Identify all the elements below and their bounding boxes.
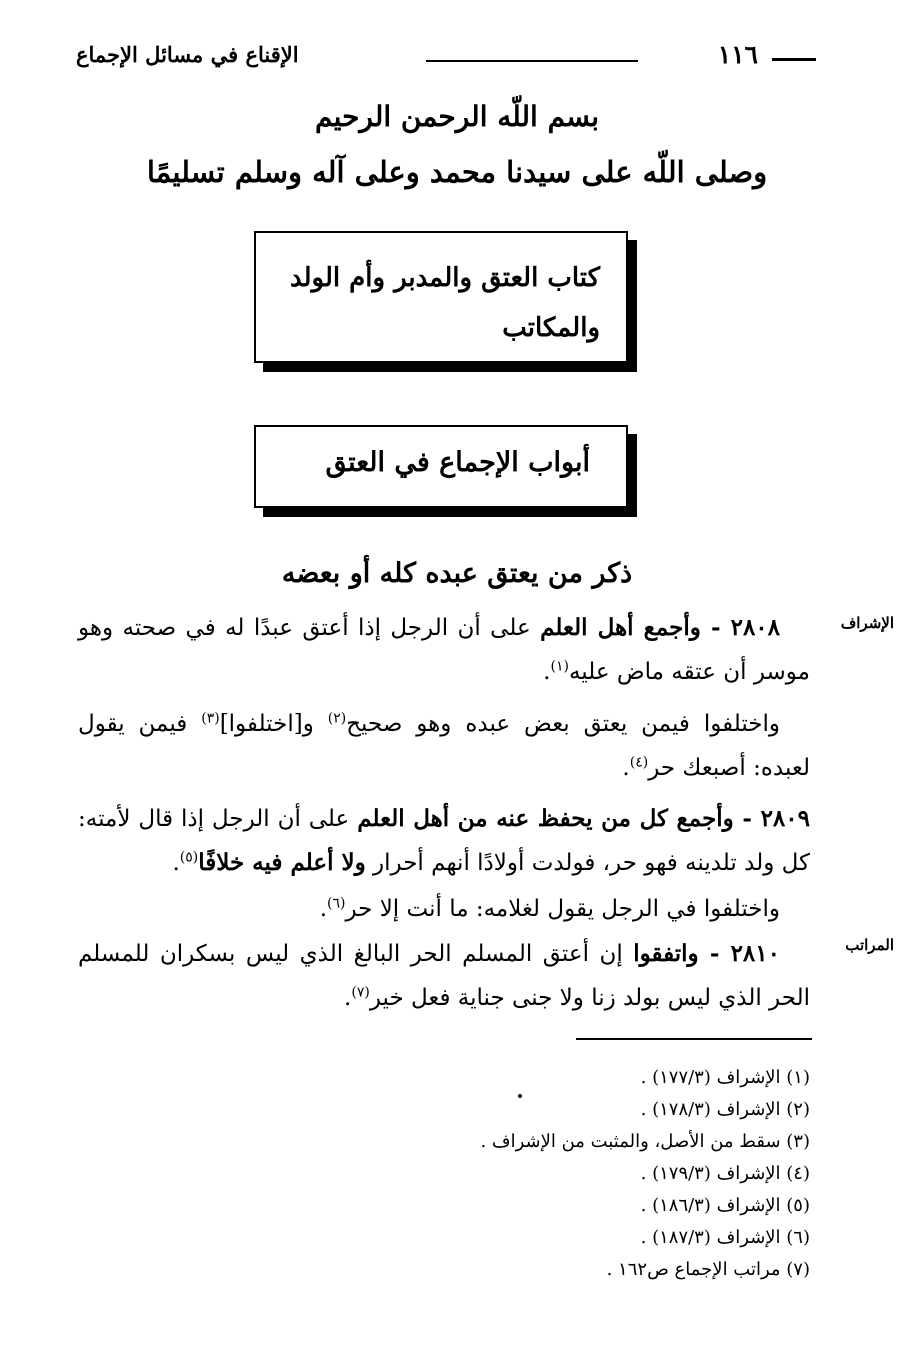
footnote: (٦) الإشراف (١٨٧/٣) . bbox=[640, 1227, 810, 1248]
chapter-title-box bbox=[254, 425, 628, 508]
paragraph-text: واختلفوا في الرجل يقول لغلامه: ما أنت إلا حر bbox=[345, 896, 780, 922]
footnote: (٧) مراتب الإجماع ص١٦٢ . bbox=[606, 1259, 810, 1280]
period: . bbox=[344, 985, 352, 1011]
book-title-box bbox=[254, 231, 628, 363]
header-rule bbox=[426, 60, 638, 62]
footnote: (٣) سقط من الأصل، والمثبت من الإشراف . bbox=[480, 1131, 810, 1152]
footnote-ref: (١) bbox=[550, 658, 569, 675]
paragraph-text: إن أعتق المسلم الحر البالغ الذي ليس بسكران للمسلم الحر الذي ليس بولد زنا ولا جنى جناية فعل خير bbox=[78, 941, 810, 1011]
period: . bbox=[543, 659, 551, 685]
footnote-ref: (٦) bbox=[327, 895, 346, 912]
period: . bbox=[622, 755, 630, 781]
paragraph-disagreement-2 bbox=[78, 887, 810, 931]
margin-note-maratib: المراتب bbox=[845, 936, 894, 954]
paragraph-2810 bbox=[78, 932, 810, 1020]
consensus-phrase: وأجمع أهل العلم bbox=[540, 614, 701, 641]
paragraph-2808 bbox=[78, 606, 810, 694]
paragraph-text: على أن الرجل إذا أعتق عبدًا له في صحته وهو موسر أن عتقه ماض عليه bbox=[78, 615, 810, 685]
issue-number: ٢٨١٠ bbox=[730, 940, 780, 967]
footnote: (٤) الإشراف (١٧٩/٣) . bbox=[640, 1163, 810, 1184]
footnote: (٢) الإشراف (١٧٨/٣) . bbox=[640, 1099, 810, 1120]
footnotes-list bbox=[480, 1062, 810, 1286]
period: . bbox=[319, 896, 327, 922]
chapter-title: أبواب الإجماع في العتق bbox=[325, 447, 590, 478]
margin-note-ishraf: الإشراف bbox=[840, 614, 894, 632]
separator: - bbox=[700, 614, 731, 641]
footnote: (١) الإشراف (١٧٧/٣) . bbox=[640, 1067, 810, 1088]
paragraph-text: واختلفوا فيمن يعتق بعض عبده وهو صحيح bbox=[346, 711, 780, 737]
basmala: بسم اللّه الرحمن الرحيم bbox=[315, 100, 599, 133]
footnote: (٥) الإشراف (١٨٦/٣) . bbox=[640, 1195, 810, 1216]
no-dispute-phrase: ولا أعلم فيه خلافًا bbox=[198, 849, 366, 876]
agreement-phrase: واتفقوا bbox=[633, 940, 699, 967]
running-header bbox=[76, 40, 816, 80]
issue-number: ٢٨٠٨ bbox=[730, 614, 781, 641]
paragraph-text: و[اختلفوا] bbox=[219, 711, 328, 737]
period: . bbox=[172, 850, 180, 876]
header-dash bbox=[772, 58, 816, 61]
salat-line: وصلى اللّه على سيدنا محمد وعلى آله وسلم تسليمًا bbox=[146, 155, 768, 189]
footnote-ref: (٣) bbox=[201, 710, 220, 727]
separator: - bbox=[698, 940, 731, 967]
footnote-ref: (٧) bbox=[351, 984, 370, 1001]
footnote-ref: (٢) bbox=[327, 710, 347, 727]
footnote-separator bbox=[576, 1038, 812, 1040]
running-title: الإقناع في مسائل الإجماع bbox=[76, 42, 299, 67]
paragraph-text: على أن الرجل إذا قال لأمته: كل ولد تلدينه فهو حر، فولدت أولادًا أنهم أحرار bbox=[78, 806, 810, 876]
consensus-phrase: وأجمع كل من يحفظ عنه من أهل العلم bbox=[357, 805, 734, 832]
paragraph-2809 bbox=[78, 797, 810, 885]
book-title-line2: والمكاتب bbox=[502, 313, 600, 343]
book-title-line1: كتاب العتق والمدبر وأم الولد bbox=[289, 263, 600, 293]
paragraph-text: فيمن يقول لعبده: أصبعك حر bbox=[78, 711, 810, 781]
paragraph-disagreement-1 bbox=[78, 702, 810, 790]
issue-number: ٢٨٠٩ bbox=[760, 805, 810, 832]
page-number: ١١٦ bbox=[717, 40, 758, 69]
separator: - bbox=[733, 805, 761, 832]
footnote-ref: (٤) bbox=[629, 754, 649, 771]
section-title: ذكر من يعتق عبده كله أو بعضه bbox=[281, 558, 633, 589]
footnote-ref: (٥) bbox=[179, 849, 199, 866]
